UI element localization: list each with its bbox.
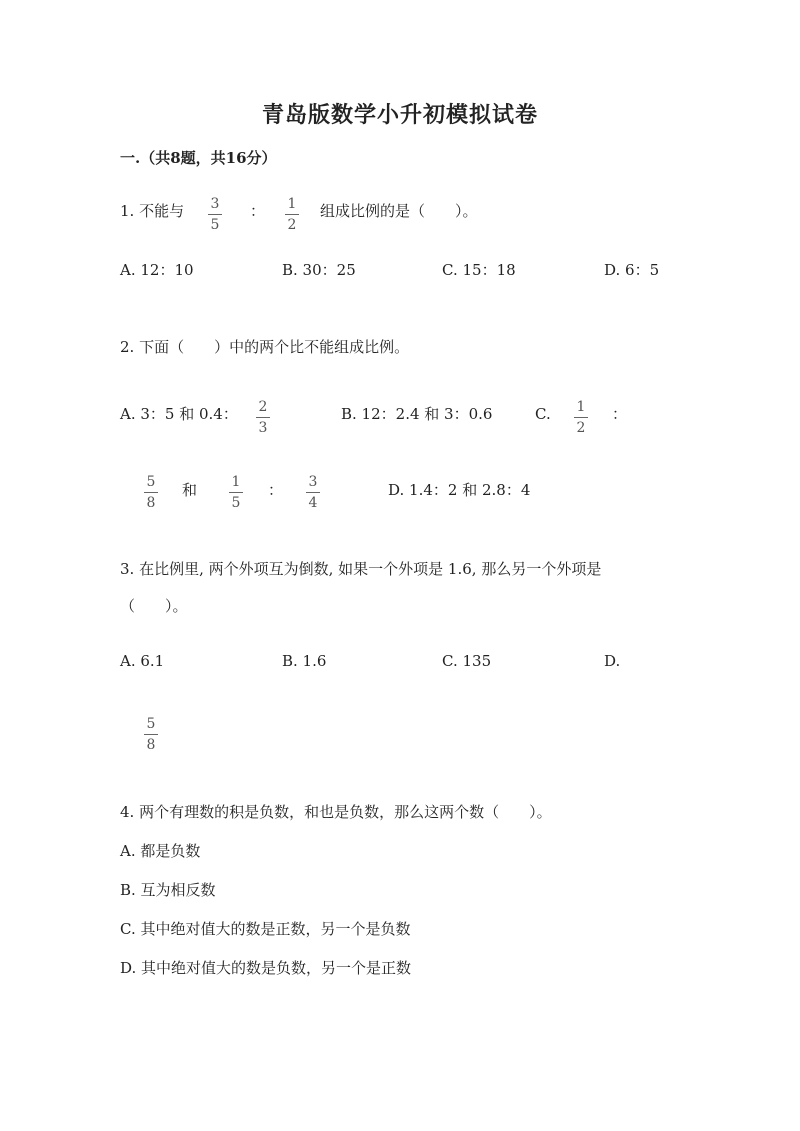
- fraction-bar: [208, 214, 222, 215]
- q3-stem-line-2: （ ）。: [120, 597, 188, 615]
- fraction-bar: [285, 214, 299, 215]
- fraction-numerator: 1: [576, 399, 586, 415]
- fraction-denominator: 5: [210, 217, 220, 233]
- q2-option-c-label: C.: [535, 405, 551, 423]
- fraction-denominator: 4: [308, 495, 318, 511]
- q2-option-b: B. 12：2.4 和 3：0.6: [341, 405, 493, 423]
- q2-option-c-fraction-1: [574, 399, 588, 436]
- q3-option-a: A. 6.1: [120, 652, 165, 670]
- fraction-bar: [256, 417, 270, 418]
- fraction-numerator: 3: [308, 474, 318, 490]
- q4-stem: 4. 两个有理数的积是负数，和也是负数，那么这两个数（ ）。: [120, 803, 552, 821]
- q2-stem: 2. 下面（ ）中的两个比不能组成比例。: [120, 338, 410, 356]
- q3-stem-line-1: 3. 在比例里, 两个外项互为倒数, 如果一个外项是 1.6, 那么另一个外项是: [120, 560, 602, 578]
- q2-colon-2: ：: [268, 481, 284, 499]
- q4-option-c: C. 其中绝对值大的数是正数，另一个是负数: [120, 920, 411, 938]
- q2-and: 和: [182, 481, 198, 499]
- q2-option-d: D. 1.4：2 和 2.8：4: [388, 481, 531, 499]
- q2-option-a: A. 3：5 和 0.4：: [120, 405, 238, 423]
- q3-option-b: B. 1.6: [282, 652, 327, 670]
- fraction-numerator: 1: [287, 196, 297, 212]
- q4-option-d: D. 其中绝对值大的数是负数，另一个是正数: [120, 959, 412, 977]
- fraction-numerator: 1: [231, 474, 241, 490]
- q1-suffix: 组成比例的是（ ）。: [320, 202, 478, 220]
- fraction-denominator: 2: [287, 217, 297, 233]
- fraction-denominator: 2: [576, 420, 586, 436]
- q3-option-d-fraction: [144, 716, 158, 753]
- q2-option-a-fraction: [256, 399, 270, 436]
- q1-option-c: C. 15：18: [442, 261, 516, 279]
- q3-option-c: C. 135: [442, 652, 492, 670]
- q1-fraction-b: [285, 196, 299, 233]
- fraction-numerator: 3: [210, 196, 220, 212]
- fraction-bar: [144, 492, 158, 493]
- q1-fraction-a: [208, 196, 222, 233]
- q1-option-a: A. 12：10: [120, 261, 194, 279]
- q1-option-b: B. 30：25: [282, 261, 356, 279]
- fraction-bar: [229, 492, 243, 493]
- fraction-bar: [574, 417, 588, 418]
- fraction-bar: [144, 734, 158, 735]
- q2-colon-1: ：: [612, 405, 628, 423]
- q2-option-c-fraction-2: [144, 474, 158, 511]
- q1-option-d: D. 6：5: [604, 261, 660, 279]
- fraction-numerator: 2: [258, 399, 268, 415]
- q1-prefix: 1. 不能与: [120, 202, 185, 220]
- fraction-denominator: 5: [231, 495, 241, 511]
- page-title: 青岛版数学小升初模拟试卷: [261, 102, 538, 128]
- q1-colon: ：: [250, 202, 266, 220]
- fraction-denominator: 8: [146, 495, 156, 511]
- fraction-numerator: 5: [146, 716, 156, 732]
- fraction-denominator: 3: [258, 420, 268, 436]
- section-heading: 一.（共8题，共16分）: [120, 149, 277, 167]
- q2-option-c-fraction-3: [229, 474, 243, 511]
- q4-option-b: B. 互为相反数: [120, 881, 216, 899]
- fraction-bar: [306, 492, 320, 493]
- q2-option-c-fraction-4: [306, 474, 320, 511]
- fraction-denominator: 8: [146, 737, 156, 753]
- q3-option-d: D.: [604, 652, 621, 670]
- fraction-numerator: 5: [146, 474, 156, 490]
- q4-option-a: A. 都是负数: [120, 842, 201, 860]
